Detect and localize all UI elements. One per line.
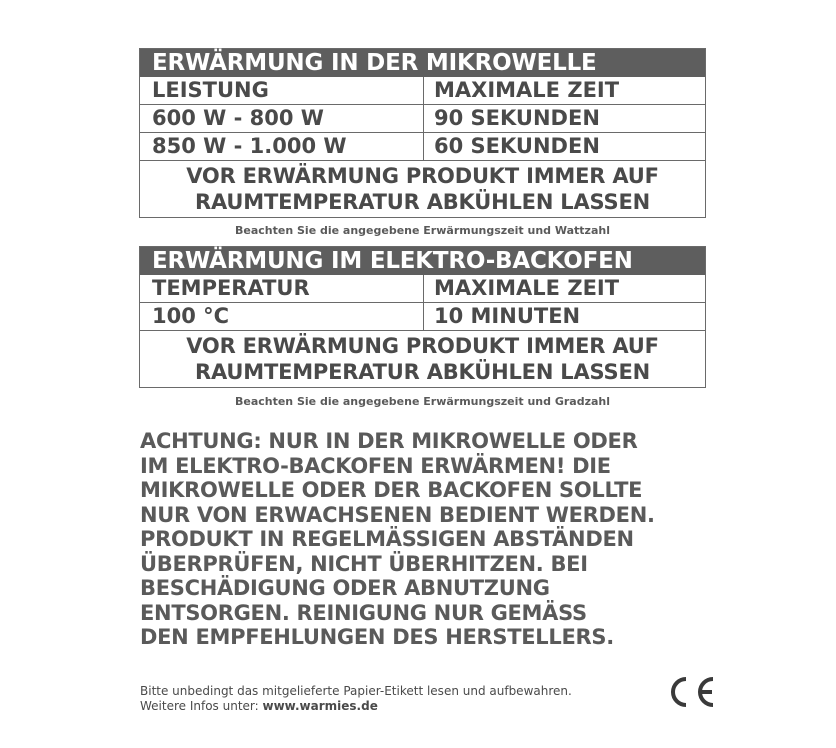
col-header-max-time: MAXIMALE ZEIT [434, 276, 620, 300]
warning-line: MIKROWELLE ODER DER BACKOFEN SOLLTE [140, 478, 643, 502]
table-row [140, 302, 705, 330]
cooling-note-line2: RAUMTEMPERATUR ABKÜHLEN LASSEN [195, 360, 650, 384]
warning-text [140, 429, 740, 650]
time-cell: 60 SEKUNDEN [434, 134, 600, 158]
footer-line2 [140, 699, 572, 714]
table-row [140, 132, 705, 160]
cooling-note-line1: VOR ERWÄRMUNG PRODUKT IMMER AUF [186, 334, 659, 358]
cooling-note-line1: VOR ERWÄRMUNG PRODUKT IMMER AUF [186, 164, 659, 188]
oven-hint: Beachten Sie die angegebene Erwärmungszeit und Gradzahl [234, 395, 611, 408]
microwave-header-row [140, 77, 705, 104]
footer [140, 684, 572, 714]
power-cell: 600 W - 800 W [140, 105, 424, 132]
cooling-note-line2: RAUMTEMPERATUR ABKÜHLEN LASSEN [195, 190, 650, 214]
temperature-cell: 100 °C [140, 303, 424, 330]
footer-prefix: Weitere Infos unter: [140, 699, 263, 713]
warning-line: ÜBERPRÜFEN, NICHT ÜBERHITZEN. BEI [140, 551, 588, 576]
footer-line1: Bitte unbedingt das mitgelieferte Papier-Etikett lesen und aufbewahren. [140, 684, 572, 698]
warning-line: NUR VON ERWACHSENEN BEDIENT WERDEN. [140, 502, 655, 527]
time-cell: 10 MINUTEN [434, 304, 581, 328]
microwave-table [139, 48, 706, 218]
microwave-heading: ERWÄRMUNG IN DER MIKROWELLE [140, 49, 705, 77]
warning-line: PRODUKT IN REGELMÄSSIGEN ABSTÄNDEN [140, 527, 634, 551]
ce-mark-icon [664, 676, 716, 708]
warning-line: IM ELEKTRO-BACKOFEN ERWÄRMEN! DIE [140, 453, 611, 478]
cooling-note [140, 330, 705, 387]
col-header-max-time: MAXIMALE ZEIT [434, 78, 620, 102]
warning-line: ACHTUNG: NUR IN DER MIKROWELLE ODER [140, 429, 638, 453]
time-cell: 90 SEKUNDEN [434, 106, 600, 130]
col-header-leistung: LEISTUNG [140, 77, 424, 104]
cooling-note [140, 160, 705, 217]
col-header-temperatur: TEMPERATUR [140, 275, 424, 302]
oven-table [139, 246, 706, 388]
table-row [140, 104, 705, 132]
warning-line: DEN EMPFEHLUNGEN DES HERSTELLERS. [140, 625, 614, 649]
microwave-hint: Beachten Sie die angegebene Erwärmungszeit und Wattzahl [235, 224, 610, 237]
oven-header-row [140, 275, 705, 302]
warning-line: BESCHÄDIGUNG ODER ABNUTZUNG [140, 576, 550, 600]
oven-heading: ERWÄRMUNG IM ELEKTRO-BACKOFEN [140, 247, 705, 275]
warning-line: ENTSORGEN. REINIGUNG NUR GEMÄSS [140, 600, 587, 625]
power-cell: 850 W - 1.000 W [140, 133, 424, 160]
website-link[interactable]: www.warmies.de [262, 699, 378, 713]
